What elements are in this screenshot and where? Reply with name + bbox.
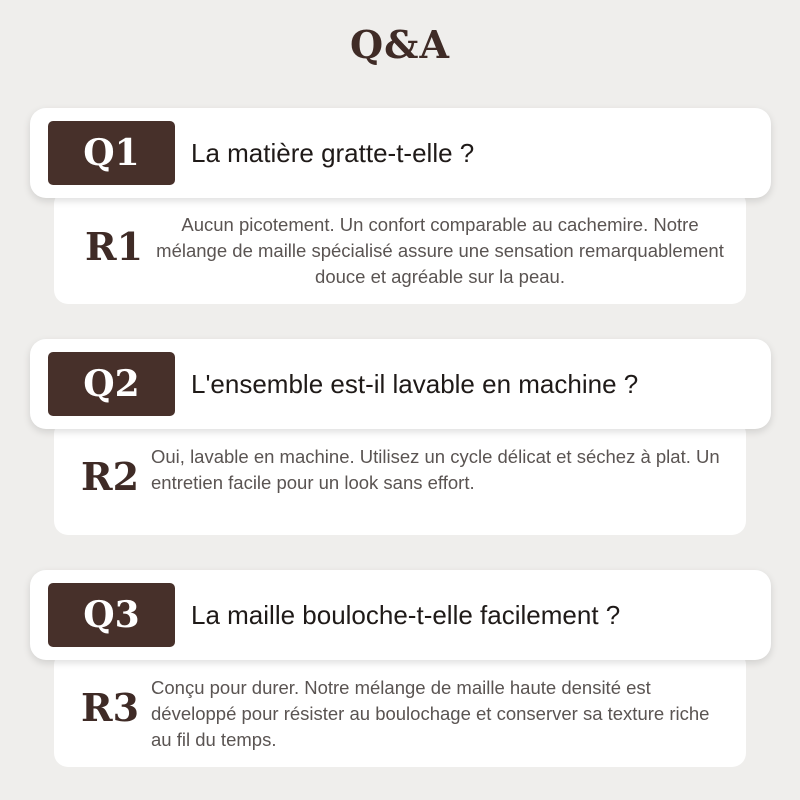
answer-text-3: Conçu pour durer. Notre mélange de maille haute densité est développé pour résister au boulochage et conserver sa texture riche au fil du temps. [151, 677, 710, 750]
answer-label-3: R3 [80, 685, 140, 730]
question-text-3: La maille bouloche-t-elle facilement ? [191, 599, 621, 630]
answer-card-2 [54, 420, 746, 535]
question-text-1: La matière gratte-t-elle ? [191, 137, 475, 168]
answer-label-1: R1 [84, 224, 144, 269]
answer-text-2: Oui, lavable en machine. Utilisez un cycle délicat et séchez à plat. Un entretien facile pour un look sans effort. [151, 446, 720, 493]
question-card-3 [30, 570, 771, 660]
question-card-2 [30, 339, 771, 429]
answer-text-1: Aucun picotement. Un confort comparable au cachemire. Notre mélange de maille spécialisé assure une sensation remarquablement douce et agréable sur la peau. [156, 214, 724, 287]
question-badge-1: Q1 [48, 121, 175, 185]
question-text-2: L'ensemble est-il lavable en machine ? [191, 368, 639, 399]
answer-card-3 [54, 651, 746, 767]
answer-label-2: R2 [80, 454, 140, 499]
question-badge-2: Q2 [48, 352, 175, 416]
answer-card-1 [54, 190, 746, 304]
page-title: Q&A [350, 22, 450, 67]
question-badge-3: Q3 [48, 583, 175, 647]
question-card-1 [30, 108, 771, 198]
